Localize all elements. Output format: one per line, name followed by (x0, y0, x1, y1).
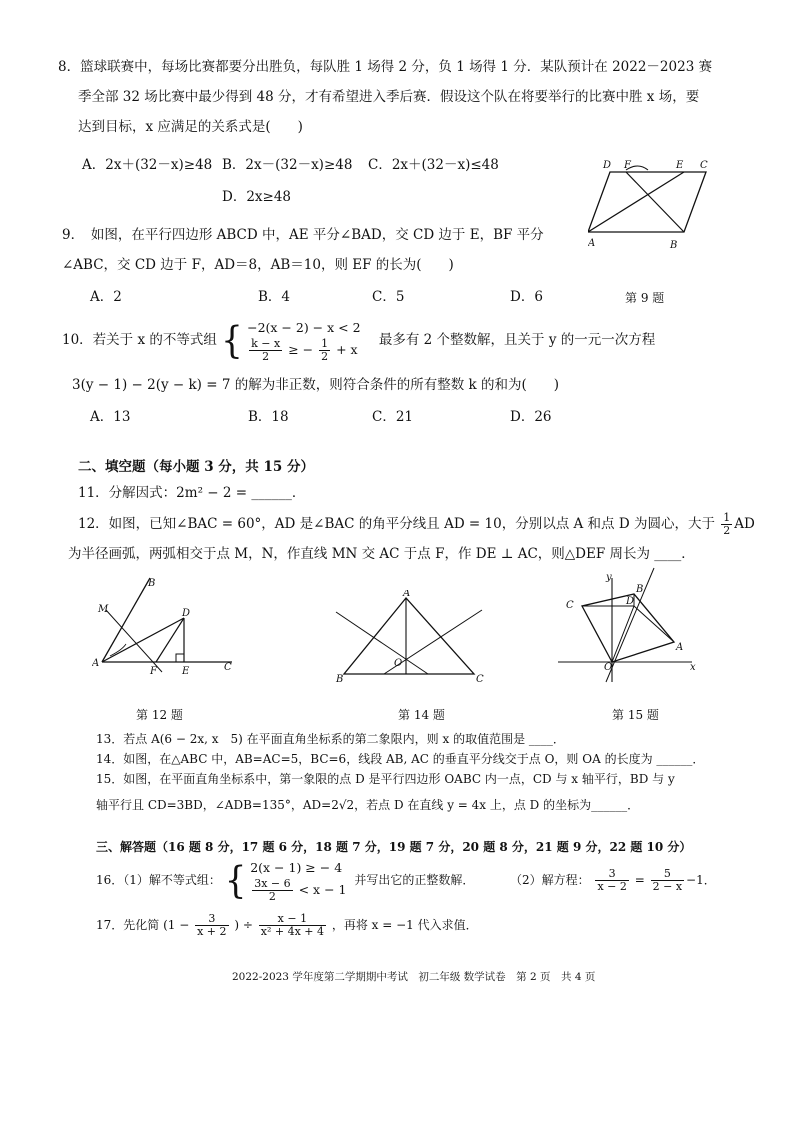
q10-option-b: B．18 (248, 409, 289, 425)
q10-half-num: 1 (321, 337, 329, 350)
q16-ineq2-num: 3x − 6 (254, 877, 291, 890)
fig9-label-d: D (603, 160, 612, 171)
q9-option-b: B．4 (258, 289, 291, 305)
fig15-label-y: y (606, 572, 612, 583)
q12-line2: 为半径画弧，两弧相交于点 M，N，作直线 MN 交 AC 于点 F，作 DE ⊥ AC，则△DEF 周长为 ____． (68, 546, 695, 562)
fig12-label-d: D (182, 608, 191, 619)
figure-12 (92, 572, 242, 677)
q8-line1: 8．篮球联赛中，每场比赛都要分出胜负，每队胜 1 场得 2 分，负 1 场得 1 分．某队预计在 2022－2023 赛 (58, 59, 713, 75)
q10-suffix: 最多有 2 个整数解，且关于 y 的一元一次方程 (378, 332, 656, 348)
fig15-label-d: D (626, 596, 635, 607)
q8-option-a: A．2x＋(32－x)≥48 (82, 157, 213, 173)
figure-14 (332, 590, 492, 685)
parallelogram-abcd (588, 172, 706, 232)
fig12-label-e: E (182, 666, 190, 677)
q17-num2: x − 1 (259, 913, 326, 926)
q8-option-d: D．2x≥48 (222, 189, 292, 205)
q9-option-d: D．6 (510, 289, 543, 305)
fig12-label-b: B (148, 578, 156, 589)
segment-bf (626, 172, 684, 232)
fig14-label-b: B (336, 674, 344, 685)
q8-option-b: B．2x－(32－x)≥48 (222, 157, 353, 173)
q10-ineq2-num: k − x (251, 337, 281, 350)
q12-half-den: 2 (723, 524, 731, 537)
q17-prefix: 17．先化简 (1 − (96, 918, 190, 932)
fig9-label-b: B (670, 240, 678, 251)
line-y-4x (606, 568, 654, 682)
q17-line (96, 910, 478, 940)
fig15-label-b: B (636, 584, 644, 595)
q16-eq-tail: −1． (686, 873, 716, 887)
q16-eq-num2: 5 (651, 868, 684, 881)
q9-caption: 第 9 题 (625, 291, 665, 305)
q10-line1 (62, 316, 655, 364)
segment-od (612, 606, 634, 662)
q16-system (250, 858, 346, 903)
q12-caption: 第 12 题 (136, 708, 183, 722)
fig12-label-a: A (92, 658, 100, 669)
q10-option-a: A．13 (90, 409, 131, 425)
q10-prefix: 10．若关于 x 的不等式组 (62, 332, 217, 348)
q15-caption: 第 15 题 (612, 708, 659, 722)
q8-option-c: C．2x＋(32－x)≤48 (368, 157, 499, 173)
q14-caption: 第 14 题 (398, 708, 445, 722)
fig15-label-x: x (690, 662, 696, 673)
segment-ae (588, 172, 684, 232)
fig9-label-f: F (624, 160, 631, 171)
fig9-label-a: A (588, 238, 596, 249)
q10-brace: { (221, 318, 243, 363)
q16-suffix: 并写出它的正整数解． (354, 873, 475, 887)
q9-option-a: A．2 (90, 289, 122, 305)
q13: 13．若点 A(6 − 2x, x 5) 在平面直角坐标系的第二象限内，则 x 的取值范围是 ____． (96, 732, 565, 746)
q16-eq-num1: 3 (595, 868, 628, 881)
q16-ineq2-tail: < x − 1 (298, 882, 347, 897)
q9-option-c: C．5 (372, 289, 405, 305)
fig9-label-e: E (676, 160, 684, 171)
q17-den1: x + 2 (197, 925, 227, 938)
q8-line3: 达到目标，x 应满足的关系式是( ) (78, 119, 303, 135)
q16-ineq2-den: 2 (268, 890, 276, 903)
fig14-label-o: O (394, 658, 403, 669)
q17-num1: 3 (195, 913, 228, 926)
fig15-label-a: A (676, 642, 684, 653)
q11: 11．分解因式：2m² − 2 = ______． (78, 485, 306, 501)
q16-eq-den2: 2 − x (652, 880, 683, 893)
q12-line1-b: AD (734, 516, 755, 532)
q8-line2: 季全部 32 场比赛中最少得到 48 分，才有希望进入季后赛．假设这个队在将要举行的比赛中胜 x 场，要 (78, 89, 700, 105)
q10-option-c: C．21 (372, 409, 414, 425)
q16-ineq2 (250, 878, 346, 903)
fig15-label-o: O (604, 662, 613, 673)
fig12-label-m: M (98, 604, 109, 615)
q16-eq-mid: = (634, 873, 645, 887)
section2-title: 二、填空题（每小题 3 分，共 15 分） (78, 459, 314, 475)
q15-line1: 15．如图，在平面直角坐标系中，第一象限的点 D 是平行四边形 OABC 内一点，CD 与 x 轴平行，BD 与 y (96, 772, 675, 786)
q16-line (96, 856, 474, 904)
fig14-label-c: C (476, 674, 484, 685)
q16-ineq1: 2(x − 1) ≥ − 4 (250, 860, 343, 875)
segment-da (634, 606, 674, 642)
q16-part2-label: （2）解方程： (510, 873, 590, 887)
figure-15 (558, 566, 698, 686)
fig9-label-c: C (700, 160, 708, 171)
right-angle-mark (176, 654, 184, 662)
q17-suffix: ，再将 x = −1 代入求值． (331, 918, 478, 932)
q10-ineq2-den: 2 (262, 350, 270, 363)
triangle-abc (344, 598, 474, 674)
q10-line2: 3(y − 1) − 2(y − k) = 7 的解为非正数，则符合条件的所有整数 k 的和为( ) (72, 377, 560, 393)
q17-den2: x² + 4x + 4 (260, 925, 324, 938)
q10-half-den: 2 (321, 350, 329, 363)
fig14-label-a: A (403, 590, 411, 599)
q17-mid: ) ÷ (234, 918, 253, 932)
q10-ineq1: −2(x − 2) − x < 2 (247, 320, 361, 335)
q9-line1: 9． 如图，在平行四边形 ABCD 中，AE 平分∠BAD，交 CD 边于 E，BF 平分 (62, 227, 544, 243)
section3-title: 三、解答题（16 题 8 分，17 题 6 分，18 题 7 分，19 题 7 分，20 题 8 分，21 题 9 分，22 题 10 分） (96, 840, 692, 854)
q16-prefix: 16．（1）解不等式组： (96, 873, 221, 887)
figure-9 (588, 150, 718, 255)
q12-half-num: 1 (723, 511, 731, 524)
q16-brace: { (224, 858, 247, 903)
fig12-label-f: F (150, 666, 157, 677)
q16-part2 (510, 866, 716, 894)
q16-eq-den1: x − 2 (597, 880, 627, 893)
segment-df (156, 618, 184, 662)
q12-line1 (78, 510, 755, 538)
fig12-label-c: C (224, 662, 232, 673)
q10-ineq2-mid: ≥ − (288, 342, 314, 357)
q10-option-d: D．26 (510, 409, 552, 425)
q10-ineq2-tail: + x (336, 342, 358, 357)
page-footer: 2022-2023 学年度第二学期期中考试 初二年级 数学试卷 第 2 页 共 4 页 (232, 971, 596, 983)
q10-ineq2 (247, 338, 360, 363)
q14: 14．如图，在△ABC 中，AB=AC=5，BC=6，线段 AB, AC 的垂直平分线交于点 O，则 OA 的长度为 ______． (96, 752, 705, 766)
q9-line2: ∠ABC，交 CD 边于 F，AD＝8，AB＝10，则 EF 的长为( ) (62, 257, 454, 273)
q12-line1-a: 12．如图，已知∠BAC = 60°，AD 是∠BAC 的角平分线且 AD = 10，分别以点 A 和点 D 为圆心，大于 (78, 516, 715, 532)
q15-line2: 轴平行且 CD=3BD，∠ADB=135°，AD=2√2，若点 D 在直线 y = 4x 上，点 D 的坐标为______． (96, 798, 640, 812)
fig15-label-c: C (566, 600, 574, 611)
q10-system (247, 318, 360, 363)
perp-bisector-ab (336, 612, 428, 674)
